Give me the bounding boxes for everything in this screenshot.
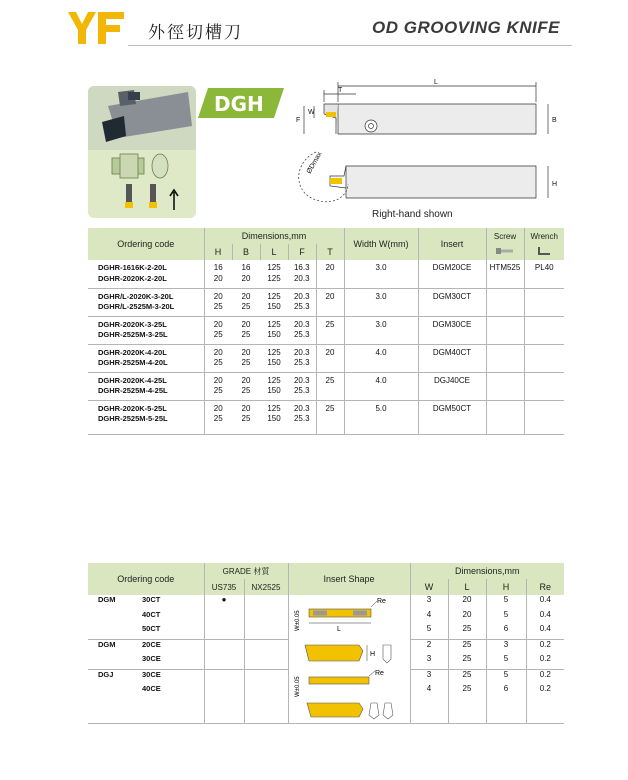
insert-code: 40CT	[142, 609, 161, 619]
col-header-b: B	[232, 244, 260, 260]
cell-b: 25	[232, 358, 260, 372]
cell-w: 3	[410, 669, 448, 684]
cell-h: 5	[486, 669, 526, 684]
cell-t: 25	[316, 400, 344, 414]
ordering-code-cell: DGHR-2525M-5-25L	[98, 414, 168, 423]
cell-f: 25.3	[288, 330, 316, 344]
cell-h: 20	[204, 288, 232, 302]
cell-t	[316, 414, 344, 434]
cell-w: 2	[410, 639, 448, 654]
cell-w: 4	[410, 684, 448, 699]
cell-l: 125	[267, 291, 281, 301]
col-header-nx2525: NX2525	[244, 579, 288, 595]
cell-screw	[486, 288, 524, 302]
cell-l: 25	[448, 654, 486, 669]
col-header-l: L	[260, 244, 288, 260]
screw-label: Screw	[493, 231, 517, 241]
operation-diagram-icon	[106, 152, 186, 216]
cell-w: 3	[410, 595, 448, 610]
cell-l: 125	[267, 375, 281, 385]
ordering-code-cell: DGHR/L-2525M-3-20L	[88, 302, 204, 316]
table-row	[88, 344, 564, 358]
ordering-code-cell: DGHR-1616K-2-20L	[98, 263, 167, 272]
ordering-code-cell: DGHR/L-2020K-3-20L	[98, 291, 174, 301]
cell-width	[344, 414, 418, 434]
ordering-code-cell: DGHR-2020K-4-20L	[98, 347, 167, 357]
cell-t	[316, 274, 344, 288]
cell-l: 150	[260, 358, 288, 372]
cell-screw	[486, 316, 524, 330]
product-thumbnail-panel	[88, 86, 196, 218]
table-row	[88, 288, 564, 302]
insert-code: 20CE	[142, 639, 161, 649]
dim-label-dmax: ØDmax	[305, 150, 324, 175]
cell-insert: DGM30CE	[418, 316, 486, 330]
insert-shape-ce-icon	[289, 639, 409, 667]
cell-t: 25	[316, 316, 344, 330]
cell-f: 20.3	[293, 375, 310, 385]
cell-f: 25.3	[288, 358, 316, 372]
ordering-code-cell: DGHR-2525M-3-25L	[88, 330, 204, 344]
cell-insert: DGM50CT	[418, 400, 486, 414]
cell-l: 25	[448, 669, 486, 684]
grade-nx2525-cell	[244, 610, 288, 625]
cell-width: 3.0	[344, 316, 418, 330]
cell-screw	[486, 344, 524, 358]
cell-h: 5	[486, 595, 526, 610]
product-series-badge	[198, 88, 284, 118]
cell-h: 5	[486, 654, 526, 669]
cell-h: 25	[204, 330, 232, 344]
cell-b: 20	[232, 274, 260, 288]
grade-us735-cell	[204, 639, 244, 654]
cell-f: 25.3	[288, 386, 316, 400]
col-header-t: T	[316, 244, 344, 260]
col-header-insert: Insert	[418, 228, 486, 260]
cell-screw	[486, 274, 524, 288]
dim-label-t: T	[338, 87, 343, 94]
cell-screw	[486, 386, 524, 400]
table-row	[88, 639, 564, 654]
cell-w: 4	[410, 610, 448, 625]
cell-wrench	[524, 316, 564, 330]
cell-w: 3	[410, 654, 448, 669]
dim-label-f: F	[296, 117, 301, 124]
cell-l: 25	[448, 639, 486, 654]
insert-code: 30CT	[142, 595, 161, 604]
ordering-code-cell	[88, 669, 204, 684]
cell-wrench	[524, 274, 564, 288]
cell-insert: DGJ40CE	[418, 372, 486, 386]
ordering-code-cell: DGHR-2020K-5-25L	[98, 403, 167, 413]
table-row	[88, 372, 564, 386]
cell-w: 5	[410, 624, 448, 639]
wrench-icon	[524, 244, 564, 260]
cell-width: 3.0	[344, 260, 418, 274]
cell-f: 25.3	[293, 414, 310, 423]
cell-width	[344, 358, 418, 372]
cell-b: 20	[241, 319, 251, 329]
col-header-w: W	[410, 579, 448, 595]
insert-shape-dgj-icon	[289, 669, 409, 697]
cell-wrench	[524, 344, 564, 358]
insert-shape-dgj-side-icon	[289, 699, 409, 721]
page-title: OD GROOVING KNIFE	[372, 18, 560, 37]
cell-re: 0.2	[526, 639, 564, 654]
insert-code: 30CE	[142, 669, 161, 679]
grade-us735-cell	[204, 610, 244, 625]
cell-width: 3.0	[344, 288, 418, 302]
cell-h: 16	[204, 260, 232, 274]
cell-h: 20	[204, 372, 232, 386]
table-row-shape-extension	[88, 699, 564, 724]
cell-h: 3	[486, 639, 526, 654]
technical-drawing	[286, 76, 576, 226]
insert-shape-cell	[288, 595, 410, 639]
cell-t: 20	[316, 344, 344, 358]
cell-b: 25	[232, 302, 260, 316]
table-row	[88, 386, 564, 400]
ordering-code-cell: DGHR-2525M-4-25L	[88, 386, 204, 400]
shape-label-l: L	[336, 626, 341, 633]
cell-l: 25	[448, 684, 486, 699]
grade-nx2525-cell	[244, 669, 288, 684]
insert-shape-cell	[288, 699, 410, 724]
cell-h: 25	[204, 414, 232, 434]
cell-wrench	[524, 288, 564, 302]
table-row	[88, 302, 564, 316]
cell-screw: HTM525	[486, 260, 524, 274]
shape-label-re-2: Re	[374, 670, 384, 677]
grade-us735-cell	[204, 654, 244, 669]
cell-h: 20	[204, 344, 232, 358]
table-row	[88, 260, 564, 274]
cell-l: 20	[448, 595, 486, 610]
page-header	[0, 0, 628, 62]
cell-width	[344, 330, 418, 344]
dim-label-b: B	[552, 117, 557, 124]
cell-h: 25	[204, 358, 232, 372]
cell-l: 125	[267, 347, 281, 357]
col-header-h: H	[204, 244, 232, 260]
cell-insert	[418, 414, 486, 434]
col-header-dimensions-2: Dimensions,mm	[410, 563, 564, 579]
holder-spec-table	[88, 228, 564, 435]
cell-t	[316, 330, 344, 344]
cell-b: 20	[241, 403, 251, 413]
cell-l: 150	[260, 386, 288, 400]
cell-h: 20	[204, 400, 232, 414]
ordering-code-cell: DGHR-2020K-2-20L	[88, 274, 204, 288]
cell-f: 20.3	[293, 403, 310, 413]
table-row	[88, 400, 564, 414]
table-row	[88, 358, 564, 372]
shape-label-w-tol-2: W±0.05	[294, 676, 301, 697]
insert-family: DGJ	[98, 669, 114, 679]
insert-code: 50CT	[142, 624, 161, 634]
dim-label-h: H	[552, 181, 558, 188]
cell-t: 20	[316, 260, 344, 274]
cell-wrench: PL40	[524, 260, 564, 274]
ordering-code-cell	[88, 654, 204, 669]
col-header-f: F	[288, 244, 316, 260]
col-header-dimensions: Dimensions,mm	[204, 228, 344, 244]
cell-screw	[486, 358, 524, 372]
cell-b: 20	[241, 291, 251, 301]
table-row	[88, 669, 564, 684]
cell-insert	[418, 386, 486, 400]
cell-l: 150	[260, 330, 288, 344]
col-header-h-2: H	[486, 579, 526, 595]
drawing-caption: Right-hand shown	[372, 209, 453, 220]
insert-shape-cell	[288, 669, 410, 699]
cell-t	[316, 386, 344, 400]
col-header-width: Width W(mm)	[344, 228, 418, 260]
cell-insert: DGM20CE	[418, 260, 486, 274]
cell-l: 125	[260, 274, 288, 288]
shape-label-re: Re	[376, 598, 386, 605]
insert-shape-cell	[288, 639, 410, 669]
cell-f: 20.3	[288, 274, 316, 288]
cell-re: 0.4	[526, 595, 564, 610]
cell-f: 20.3	[293, 347, 310, 357]
col-header-us735: US735	[204, 579, 244, 595]
cell-f: 16.3	[293, 263, 310, 272]
cell-re: 0.2	[526, 654, 564, 669]
cell-h: 25	[204, 386, 232, 400]
grade-us735-cell	[204, 624, 244, 639]
brand-logo-icon	[66, 10, 126, 46]
insert-code: 30CE	[142, 654, 161, 663]
cell-h: 20	[204, 316, 232, 330]
cell-wrench	[524, 386, 564, 400]
col-header-grade: GRADE 材質	[204, 563, 288, 579]
cell-wrench	[524, 358, 564, 372]
grade-us735-cell	[204, 684, 244, 699]
ordering-code-cell: DGHR-2525M-4-20L	[88, 358, 204, 372]
col-header-re: Re	[526, 579, 564, 595]
shape-label-w-tol: W±0.05	[294, 610, 301, 631]
cell-l: 150	[267, 414, 281, 423]
cell-re: 0.4	[526, 624, 564, 639]
header-divider	[128, 45, 572, 46]
cell-b: 25	[232, 386, 260, 400]
table-row	[88, 595, 564, 610]
cell-width: 5.0	[344, 400, 418, 414]
cell-width: 4.0	[344, 372, 418, 386]
cell-t: 25	[316, 372, 344, 386]
cell-wrench	[524, 414, 564, 434]
series-badge-label: DGH	[214, 92, 264, 116]
ordering-code-cell: DGHR-2020K-3-25L	[98, 319, 167, 329]
cell-screw	[486, 330, 524, 344]
cell-width	[344, 302, 418, 316]
cell-width	[344, 386, 418, 400]
shape-label-h: H	[369, 651, 375, 658]
cell-wrench	[524, 400, 564, 414]
ordering-code-cell	[88, 639, 204, 654]
col-header-wrench	[524, 228, 564, 244]
cell-b: 20	[241, 347, 251, 357]
cell-insert	[418, 302, 486, 316]
cell-width: 4.0	[344, 344, 418, 358]
col-header-screw	[486, 228, 524, 244]
dim-label-w: W	[308, 109, 315, 116]
cell-h: 5	[486, 610, 526, 625]
cell-l: 25	[448, 624, 486, 639]
grade-nx2525-cell	[244, 654, 288, 669]
dim-label-l: L	[434, 79, 438, 86]
grade-us735-cell	[204, 669, 244, 684]
cell-screw	[486, 400, 524, 414]
cell-f: 20.3	[293, 319, 310, 329]
insert-code: 40CE	[142, 684, 161, 693]
ordering-code-cell	[88, 610, 204, 625]
ordering-code-cell	[88, 684, 204, 699]
ordering-code-cell: DGHR-2020K-4-25L	[98, 375, 167, 385]
cell-insert	[418, 358, 486, 372]
wrench-label: Wrench	[530, 231, 558, 241]
grade-nx2525-cell	[244, 639, 288, 654]
grade-nx2525-cell	[244, 624, 288, 639]
grade-nx2525-cell	[244, 595, 288, 610]
grade-us735-cell: ●	[204, 595, 244, 610]
cell-insert	[418, 330, 486, 344]
cell-f: 25.3	[288, 302, 316, 316]
cell-re: 0.2	[526, 684, 564, 699]
col-header-l-2: L	[448, 579, 486, 595]
cell-wrench	[524, 330, 564, 344]
col-header-ordering-code-2: Ordering code	[88, 563, 204, 595]
page-title-chinese: 外徑切槽刀	[148, 23, 243, 42]
cell-wrench	[524, 372, 564, 386]
cell-l: 125	[267, 403, 281, 413]
cell-f: 20.3	[293, 291, 310, 301]
ordering-code-cell	[88, 624, 204, 639]
cell-insert: DGM40CT	[418, 344, 486, 358]
cell-t	[316, 358, 344, 372]
cell-l: 20	[448, 610, 486, 625]
cell-b: 25	[241, 414, 251, 423]
cell-screw	[486, 372, 524, 386]
cell-b: 25	[232, 330, 260, 344]
insert-family: DGM	[98, 595, 116, 604]
cell-l: 125	[267, 263, 281, 272]
cell-re: 0.2	[526, 669, 564, 684]
cell-b: 20	[241, 375, 251, 385]
cell-t: 20	[316, 288, 344, 302]
insert-shape-ct-icon	[289, 595, 409, 637]
cell-b: 16	[241, 263, 251, 272]
cell-h: 6	[486, 624, 526, 639]
cell-wrench	[524, 302, 564, 316]
cell-insert	[418, 274, 486, 288]
cell-screw	[486, 414, 524, 434]
table-row	[88, 274, 564, 288]
cell-t	[316, 302, 344, 316]
ordering-code-cell	[88, 595, 204, 610]
cell-h: 25	[204, 302, 232, 316]
table-row	[88, 330, 564, 344]
cell-l: 150	[260, 302, 288, 316]
cell-width	[344, 274, 418, 288]
insert-family: DGM	[98, 639, 116, 649]
screw-icon	[486, 244, 524, 260]
grade-nx2525-cell	[244, 684, 288, 699]
col-header-insert-shape: Insert Shape	[288, 563, 410, 595]
cell-l: 125	[267, 319, 281, 329]
table-row	[88, 414, 564, 434]
insert-spec-table	[88, 563, 564, 724]
col-header-ordering-code: Ordering code	[88, 228, 204, 260]
cell-screw	[486, 302, 524, 316]
table-row	[88, 316, 564, 330]
cell-re: 0.4	[526, 610, 564, 625]
cell-h: 20	[204, 274, 232, 288]
cell-h: 6	[486, 684, 526, 699]
cell-insert: DGM30CT	[418, 288, 486, 302]
